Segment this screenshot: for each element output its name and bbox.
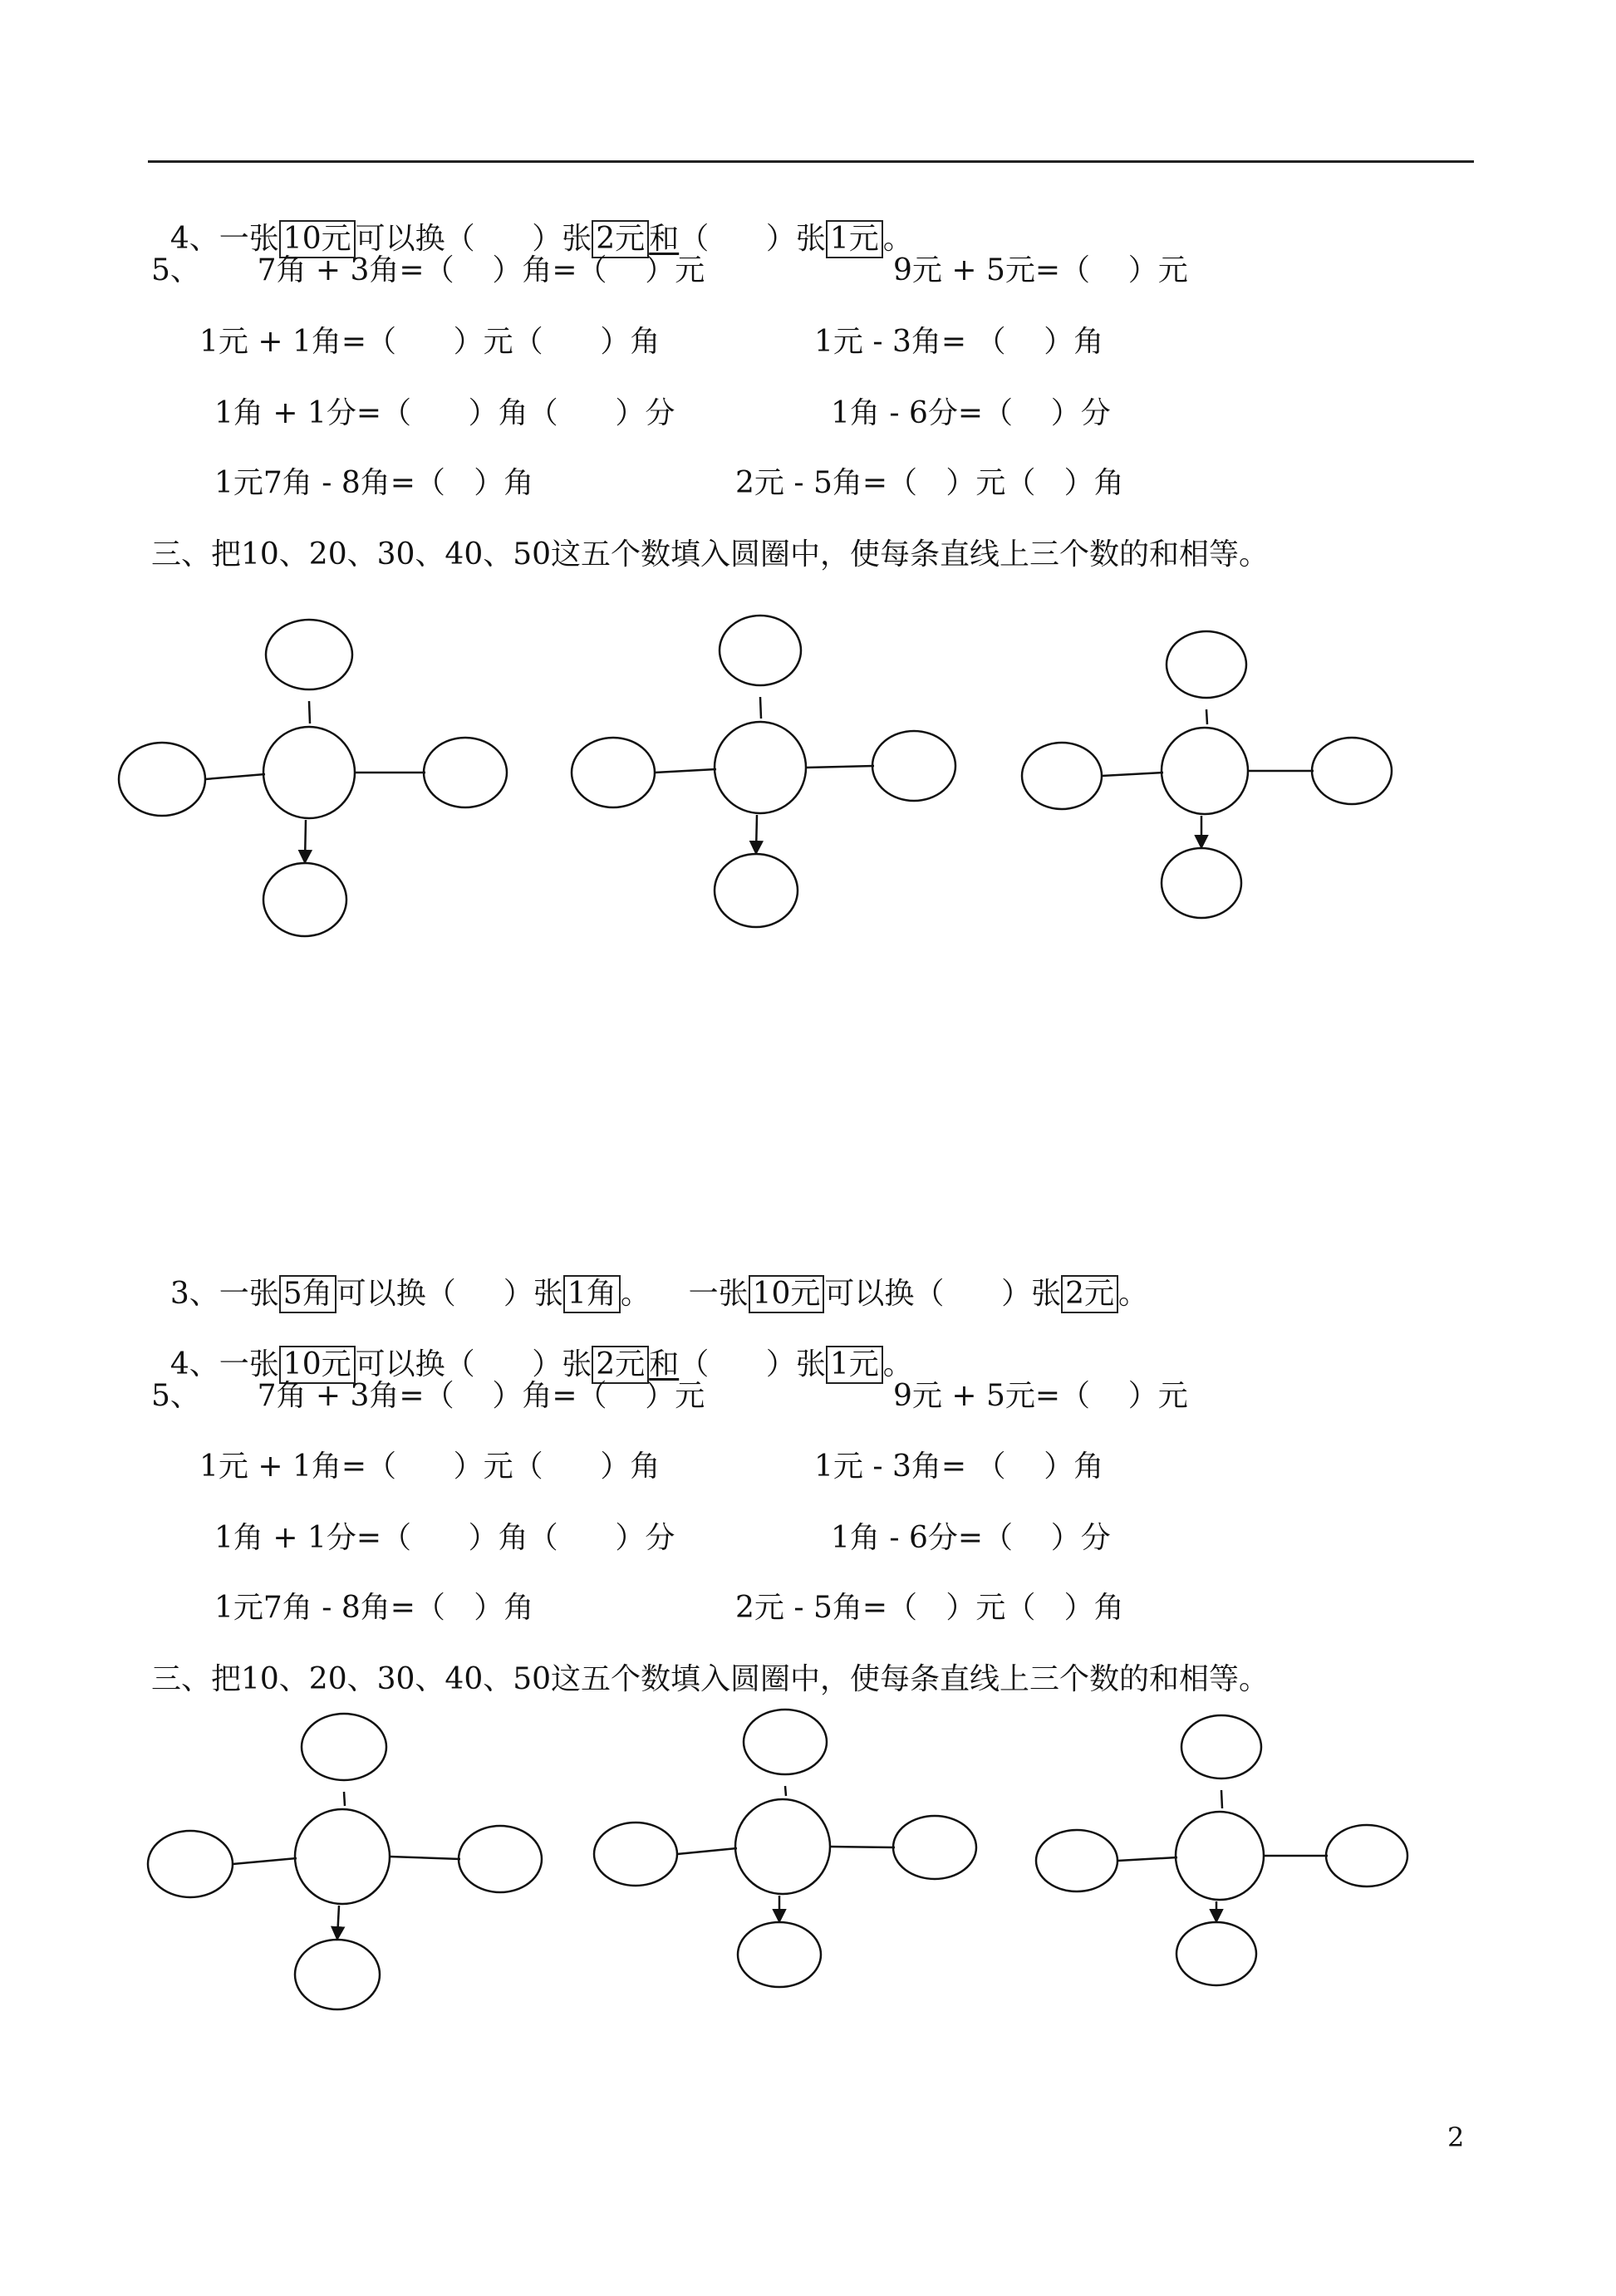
q5-row1-left: 5、 7角 + 3角=（ ）角=（ ）元 [151, 253, 705, 287]
center-circle[interactable] [263, 727, 355, 818]
bottom-circle[interactable] [715, 854, 798, 927]
top-circle[interactable] [720, 616, 801, 685]
bottom-circle[interactable] [295, 1940, 380, 2009]
top-circle[interactable] [1181, 1715, 1261, 1778]
money-2-yuan: 2元 [592, 1346, 649, 1384]
connector-line [344, 1792, 345, 1806]
q5-row3-left: 1角 + 1分=（ ）角（ ）分 [214, 1521, 675, 1555]
q5-row2-right: 1元 - 3角= （ ）角 [814, 325, 1104, 359]
question-3: 3、一张 5角 可以换（ ）张 1角 。 一张 10元 可以换（ ）张 2元 。 [151, 1234, 1148, 1314]
arrow-line [337, 1906, 339, 1938]
q5-row1-left: 5、 7角 + 3角=（ ）角=（ ）元 [151, 1379, 705, 1413]
bottom-circle[interactable] [263, 863, 346, 936]
connector-line [1102, 773, 1163, 776]
center-circle[interactable] [735, 1799, 830, 1894]
q5-row1-right: 9元 + 5元=（ ）元 [893, 253, 1188, 287]
connector-line [785, 1786, 786, 1796]
connector-line [205, 774, 265, 779]
money-2-yuan: 2元 [1061, 1275, 1118, 1313]
section3-title: 三、把10、20、30、40、50这五个数填入圆圈中，使每条直线上三个数的和相等。 [151, 1662, 1270, 1696]
money-5-jiao: 5角 [279, 1275, 336, 1313]
left-circle[interactable] [594, 1823, 677, 1886]
top-circle[interactable] [302, 1714, 386, 1780]
right-circle[interactable] [424, 738, 507, 807]
arrow-line [756, 815, 757, 852]
q5-row3-right: 1角 - 6分=（ ）分 [831, 396, 1111, 430]
bottom-circle[interactable] [738, 1922, 821, 1987]
connector-line [233, 1858, 297, 1864]
section3-title: 三、把10、20、30、40、50这五个数填入圆圈中，使每条直线上三个数的和相等。 [151, 537, 1270, 572]
money-10-yuan: 10元 [279, 220, 356, 258]
connector-line [677, 1848, 737, 1854]
center-circle[interactable] [295, 1809, 390, 1904]
connector-line [1221, 1790, 1222, 1808]
left-circle[interactable] [119, 743, 205, 816]
money-1-yuan: 1元 [826, 220, 883, 258]
center-circle[interactable] [715, 722, 806, 813]
center-circle[interactable] [1176, 1812, 1264, 1900]
q5-row4-left: 1元7角 - 8角=（ ）角 [214, 1591, 534, 1625]
q5-row2-left: 1元 + 1角=（ ）元（ ）角 [199, 325, 661, 359]
q5-row3-right: 1角 - 6分=（ ）分 [831, 1521, 1111, 1555]
connector-line [390, 1857, 460, 1859]
q5-row4-right: 2元 - 5角=（ ）元（ ）角 [735, 1591, 1124, 1625]
money-1-jiao: 1角 [563, 1275, 621, 1313]
arrow-line [305, 820, 306, 861]
q5-row4-right: 2元 - 5角=（ ）元（ ）角 [735, 466, 1124, 500]
q5-row1-right: 9元 + 5元=（ ）元 [893, 1379, 1188, 1413]
left-circle[interactable] [148, 1831, 233, 1897]
top-circle[interactable] [266, 620, 352, 689]
question-4: 4、一张 10元 可以换（ ）张 2元 和（ ）张 1元 。 [151, 179, 913, 259]
q5-row2-left: 1元 + 1角=（ ）元（ ）角 [199, 1450, 661, 1484]
q5-row4-left: 1元7角 - 8角=（ ）角 [214, 466, 534, 500]
money-2-yuan: 2元 [592, 220, 649, 258]
top-circle[interactable] [1167, 631, 1246, 698]
connector-line [1206, 709, 1207, 724]
center-circle[interactable] [1162, 728, 1248, 814]
question-4: 4、一张 10元 可以换（ ）张 2元 和（ ）张 1元 。 [151, 1305, 913, 1385]
connector-line [1117, 1857, 1177, 1861]
connector-line [760, 697, 761, 719]
top-circle[interactable] [744, 1710, 827, 1774]
money-10-yuan: 10元 [749, 1275, 825, 1313]
money-1-yuan: 1元 [826, 1346, 883, 1384]
right-circle[interactable] [459, 1826, 542, 1892]
left-circle[interactable] [1022, 743, 1102, 809]
bottom-circle[interactable] [1176, 1922, 1256, 1985]
money-10-yuan: 10元 [279, 1346, 356, 1384]
page-number: 2 [1447, 2122, 1465, 2153]
right-circle[interactable] [893, 1816, 976, 1879]
q5-row3-left: 1角 + 1分=（ ）角（ ）分 [214, 396, 675, 430]
bottom-circle[interactable] [1162, 848, 1241, 918]
right-circle[interactable] [872, 731, 955, 801]
left-circle[interactable] [1036, 1830, 1117, 1891]
connector-line [309, 701, 310, 724]
connector-line [655, 769, 716, 773]
connector-line [806, 766, 874, 768]
left-circle[interactable] [572, 738, 655, 807]
q5-row2-right: 1元 - 3角= （ ）角 [814, 1450, 1104, 1484]
right-circle[interactable] [1312, 738, 1392, 804]
right-circle[interactable] [1326, 1825, 1407, 1886]
